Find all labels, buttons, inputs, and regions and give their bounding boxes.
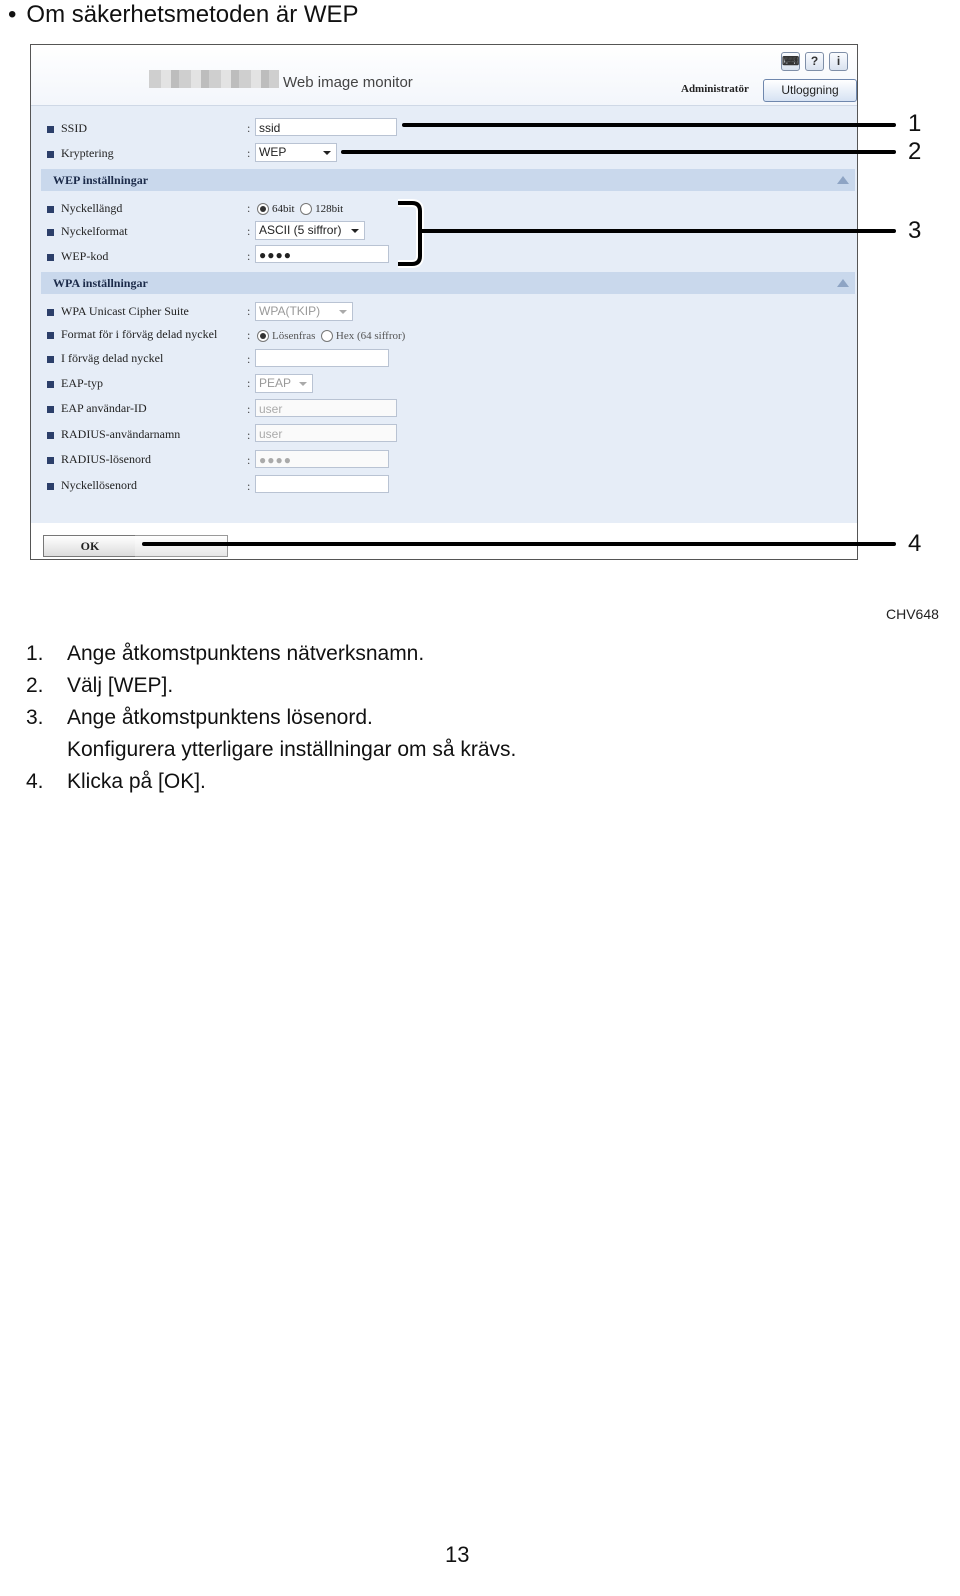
colon: : <box>247 328 251 342</box>
key-format-select[interactable] <box>255 221 365 240</box>
wep-key-label: WEP-kod <box>61 249 109 263</box>
key-length-row <box>47 198 122 218</box>
key-password-row <box>47 475 137 495</box>
radio-passphrase-label: Lösenfras <box>272 330 316 342</box>
colon: : <box>247 304 251 318</box>
help-icon[interactable]: ? <box>805 52 824 71</box>
radius-user-row <box>47 424 180 444</box>
settings-form <box>31 106 857 560</box>
eap-type-row <box>47 373 103 393</box>
radio-passphrase[interactable] <box>257 330 269 342</box>
step-number: 3. <box>26 706 44 729</box>
psk-label: I förväg delad nyckel <box>61 351 164 365</box>
encryption-select[interactable] <box>255 143 337 162</box>
colon: : <box>247 428 251 442</box>
callout-3: 3 <box>908 217 922 244</box>
eap-type-select[interactable] <box>255 374 313 393</box>
psk-format-row <box>47 324 217 344</box>
callout-4: 4 <box>908 530 922 557</box>
wpa-cipher-row <box>47 301 189 321</box>
colon: : <box>247 376 251 390</box>
step-4 <box>26 766 516 798</box>
chevron-down-icon <box>299 382 307 386</box>
ssid-input[interactable]: ssid <box>255 118 397 136</box>
steps-list <box>26 638 516 798</box>
key-length-label: Nyckellängd <box>61 201 123 215</box>
step-3 <box>26 702 516 734</box>
wpa-cipher-label: WPA Unicast Cipher Suite <box>61 304 189 318</box>
keyboard-icon[interactable]: ⌨ <box>781 52 800 71</box>
secondary-button[interactable] <box>135 535 228 557</box>
top-icons <box>781 52 848 71</box>
encryption-row <box>47 143 114 163</box>
psk-format-radios <box>257 326 405 346</box>
radius-password-row <box>47 449 151 469</box>
radius-user-input[interactable]: user <box>255 424 397 442</box>
wpa-cipher-value: WPA(TKIP) <box>259 304 321 318</box>
page-number: 13 <box>445 1542 470 1567</box>
psk-row <box>47 348 163 368</box>
heading <box>8 0 359 30</box>
radio-hex[interactable] <box>321 330 333 342</box>
header-bar <box>31 45 857 106</box>
encryption-label: Kryptering <box>61 146 114 160</box>
bullet: • <box>8 1 17 28</box>
ok-button[interactable]: OK <box>43 535 137 557</box>
wpa-section-header[interactable] <box>41 272 855 294</box>
heading-text: Om säkerhetsmetoden är WEP <box>26 1 359 28</box>
step-text: Välj [WEP]. <box>67 674 174 697</box>
key-password-label: Nyckellösenord <box>61 478 137 492</box>
key-length-radios <box>257 199 343 219</box>
blurred-logo <box>149 70 279 88</box>
key-format-row <box>47 221 128 241</box>
radio-128bit[interactable] <box>300 203 312 215</box>
eap-user-id-label: EAP användar-ID <box>61 401 147 415</box>
info-icon[interactable]: i <box>829 52 848 71</box>
figure-code: CHV648 <box>886 606 939 622</box>
eap-user-id-input[interactable]: user <box>255 399 397 417</box>
screenshot-frame <box>30 44 858 560</box>
radio-64bit[interactable] <box>257 203 269 215</box>
colon: : <box>247 249 251 263</box>
step-text: Klicka på [OK]. <box>67 770 206 793</box>
radio-64bit-label: 64bit <box>272 203 295 215</box>
step-text: Konfigurera ytterligare inställningar om så krävs. <box>67 738 517 761</box>
wpa-section-title: WPA inställningar <box>53 276 148 290</box>
wep-section-header[interactable] <box>41 169 855 191</box>
colon: : <box>247 224 251 238</box>
psk-input[interactable] <box>255 349 389 367</box>
eap-type-label: EAP-typ <box>61 376 103 390</box>
wep-key-input[interactable]: ●●●● <box>255 245 389 263</box>
key-password-input[interactable] <box>255 475 389 493</box>
colon: : <box>247 201 251 215</box>
step-text: Ange åtkomstpunktens nätverksnamn. <box>67 642 425 665</box>
chevron-down-icon <box>323 151 331 155</box>
colon: : <box>247 121 251 135</box>
wep-section-title: WEP inställningar <box>53 173 149 187</box>
chevron-down-icon <box>339 310 347 314</box>
ssid-row <box>47 118 87 138</box>
step-number: 1. <box>26 642 44 665</box>
radius-password-input[interactable]: ●●●● <box>255 450 389 468</box>
wpa-cipher-select[interactable] <box>255 302 353 321</box>
ssid-label: SSID <box>61 121 88 135</box>
colon: : <box>247 146 251 160</box>
radius-user-label: RADIUS-användarnamn <box>61 427 181 441</box>
step-number: 4. <box>26 770 44 793</box>
colon: : <box>247 453 251 467</box>
admin-label: Administratör <box>681 83 749 95</box>
colon: : <box>247 352 251 366</box>
radius-password-label: RADIUS-lösenord <box>61 452 151 466</box>
encryption-value: WEP <box>259 145 287 159</box>
collapse-icon[interactable] <box>837 176 849 184</box>
step-text: Ange åtkomstpunktens lösenord. <box>67 706 373 729</box>
key-format-label: Nyckelformat <box>61 224 128 238</box>
eap-user-id-row <box>47 398 147 418</box>
callout-1: 1 <box>908 110 922 137</box>
logout-button[interactable]: Utloggning <box>763 79 857 102</box>
wep-key-row <box>47 246 108 266</box>
radio-128bit-label: 128bit <box>315 203 344 215</box>
callout-2: 2 <box>908 138 922 165</box>
step-1 <box>26 638 516 670</box>
psk-format-label: Format för i förväg delad nyckel <box>61 327 218 341</box>
chevron-down-icon <box>351 229 359 233</box>
step-2 <box>26 670 516 702</box>
collapse-icon[interactable] <box>837 279 849 287</box>
key-format-value: ASCII (5 siffror) <box>259 223 342 237</box>
colon: : <box>247 479 251 493</box>
colon: : <box>247 402 251 416</box>
app-title: Web image monitor <box>283 74 413 91</box>
eap-type-value: PEAP <box>259 376 292 390</box>
radio-hex-label: Hex (64 siffror) <box>335 330 406 342</box>
step-number: 2. <box>26 674 44 697</box>
step-3-continued <box>26 734 516 766</box>
